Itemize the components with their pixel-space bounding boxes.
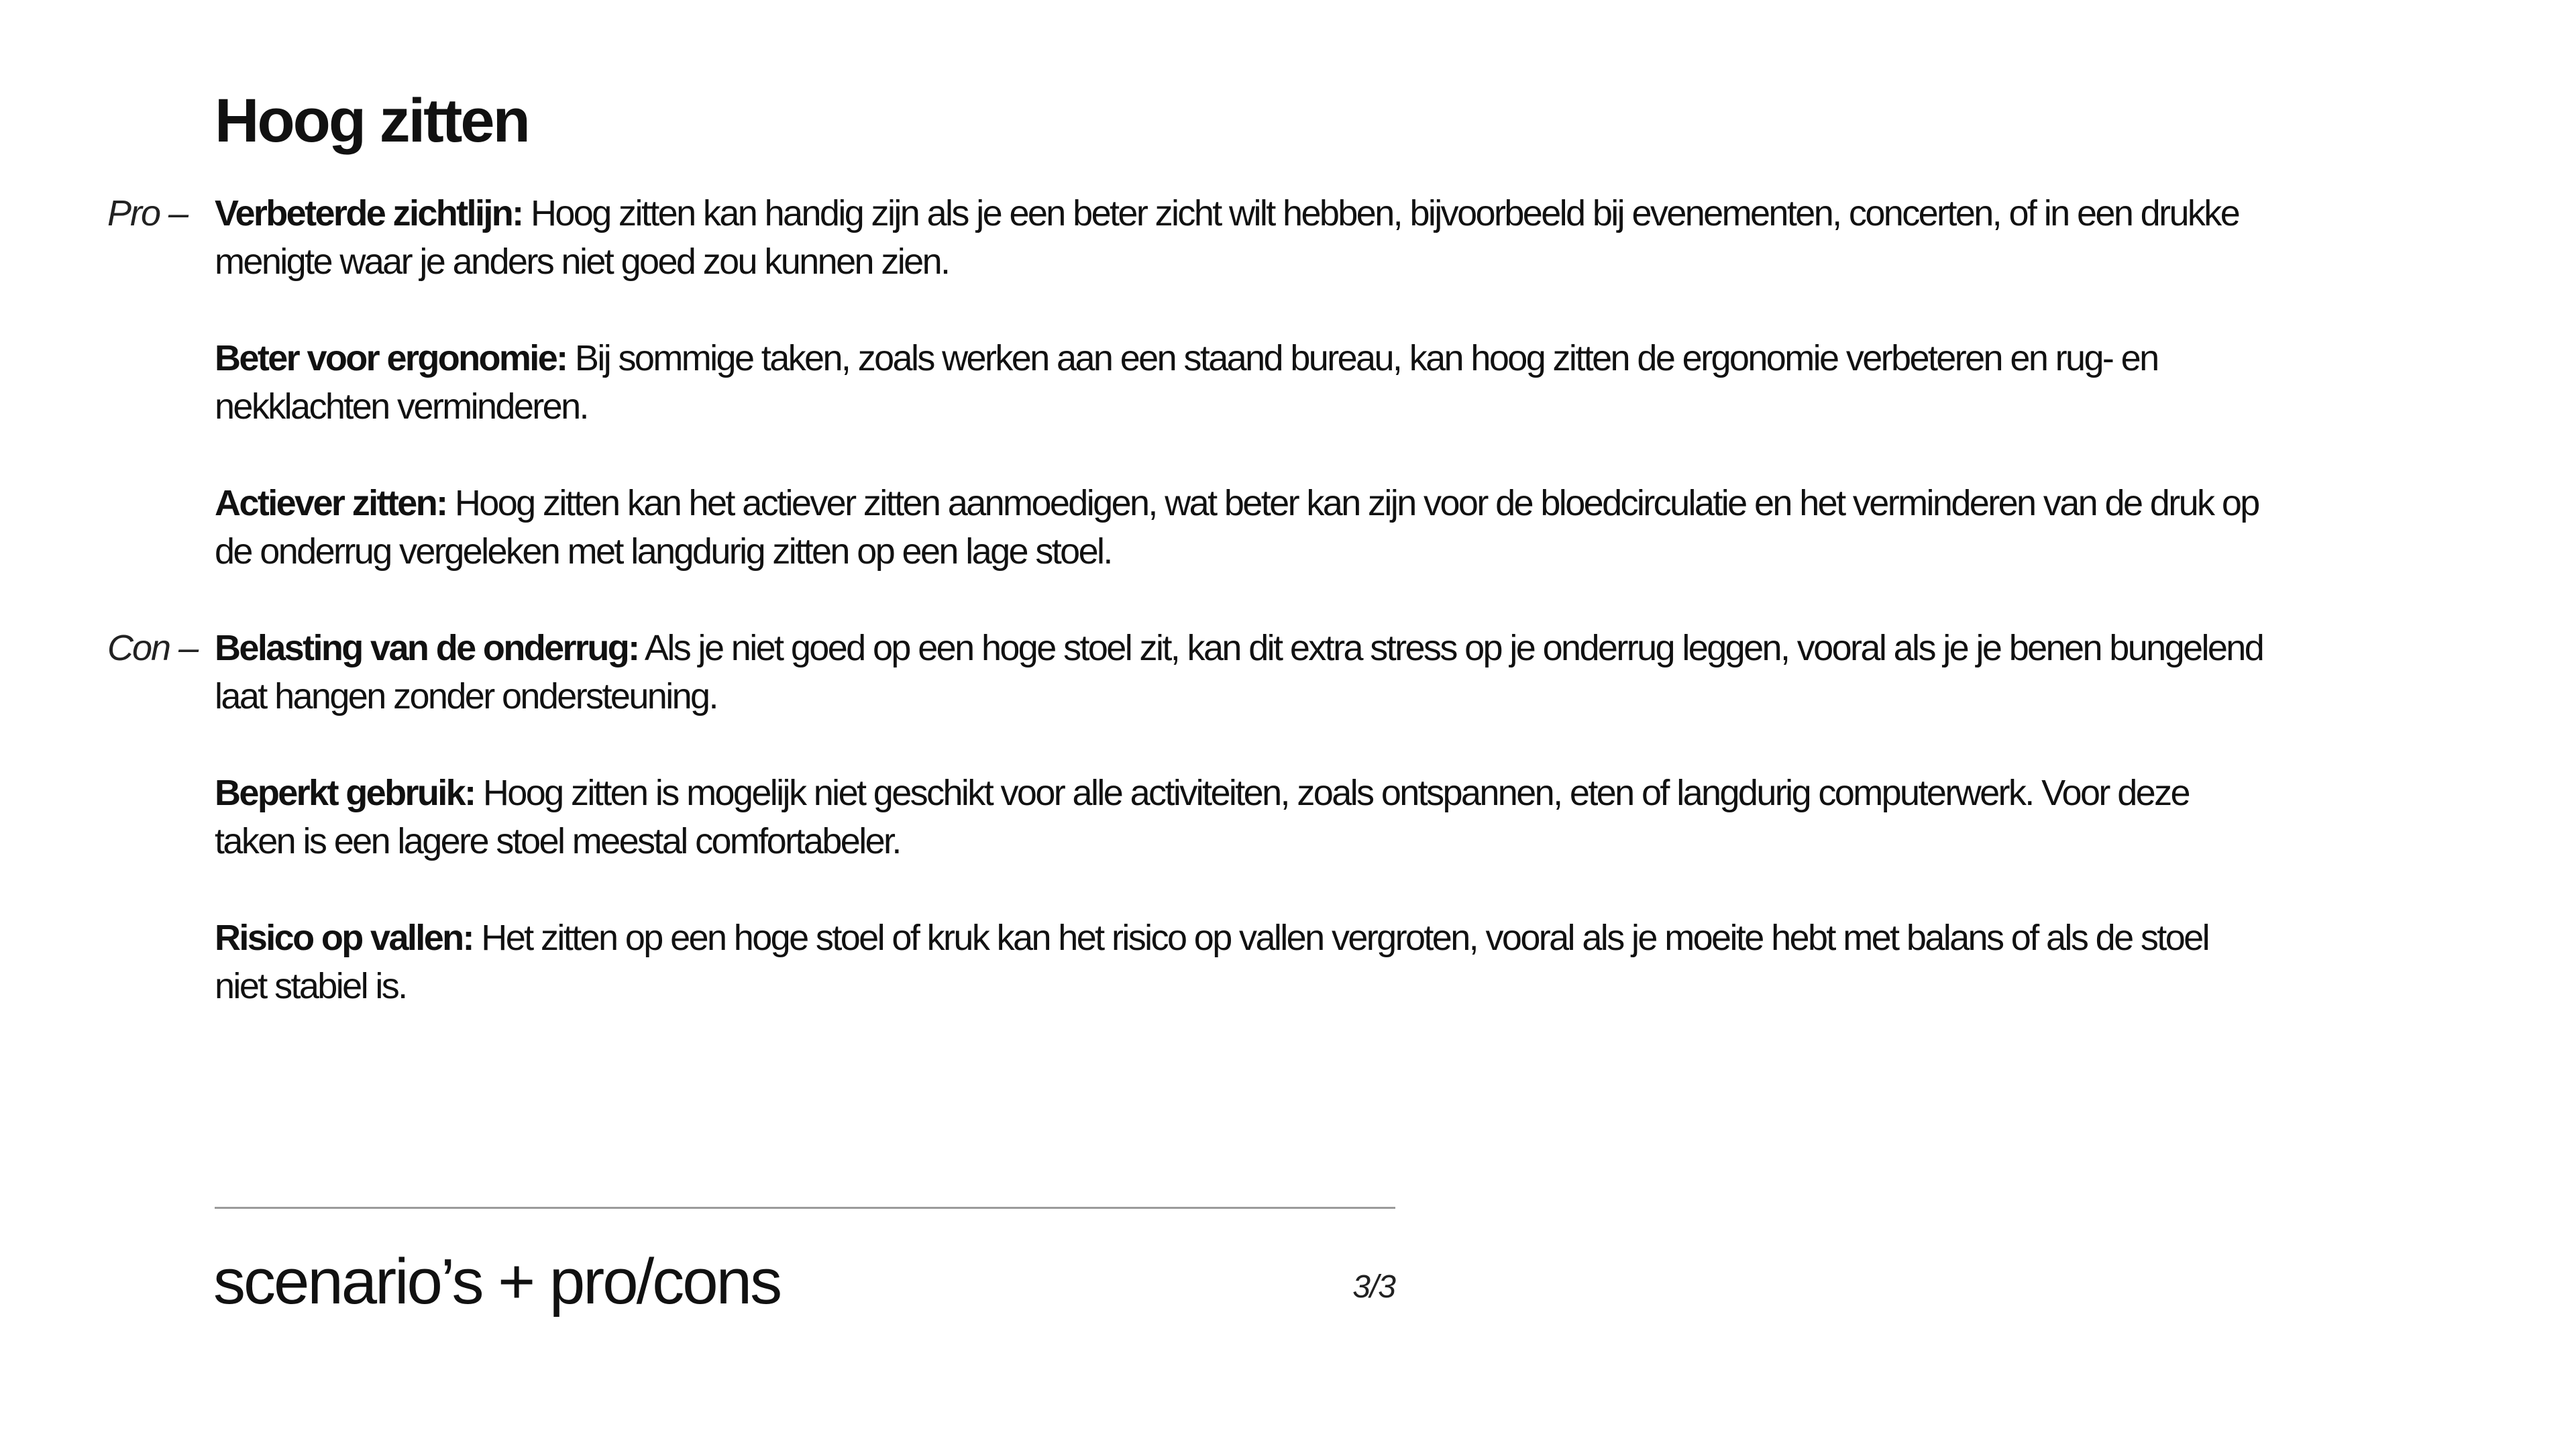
- pro-item-text: Bij sommige taken, zoals werken aan een staand bureau, kan hoog zitten de ergonomie verbeteren en rug- en nekklachten verminderen.: [215, 338, 2158, 427]
- con-item-text: Hoog zitten is mogelijk niet geschikt voor alle activiteiten, zoals ontspannen, eten of langdurig computerwerk. Voor deze taken is een lagere stoel meestal comfortabeler.: [215, 773, 2189, 861]
- con-item: [215, 914, 2267, 1010]
- pro-item-term: Verbeterde zichtlijn:: [215, 193, 523, 233]
- pros-list: [215, 189, 2267, 624]
- pro-item-text: Hoog zitten kan het actiever zitten aanmoedigen, wat beter kan zijn voor de bloedcirculatie en het verminderen van de druk op de onderrug vergeleken met langdurig zitten op een lage stoel.: [215, 483, 2259, 572]
- con-item-term: Beperkt gebruik:: [215, 773, 475, 813]
- con-item: [215, 769, 2267, 865]
- pro-item: [215, 334, 2267, 431]
- con-label: Con –: [107, 628, 198, 668]
- pro-item-term: Actiever zitten:: [215, 483, 447, 523]
- page-title: Hoog zitten: [215, 87, 529, 155]
- cons-list: [215, 624, 2267, 1059]
- footer-title: scenario’s + pro/cons: [213, 1246, 781, 1318]
- con-item-text: Als je niet goed op een hoge stoel zit, kan dit extra stress op je onderrug leggen, vooral als je je benen bungelend laat hangen zonder ondersteuning.: [215, 628, 2263, 716]
- pro-label: Pro –: [107, 193, 188, 233]
- con-item-text: Het zitten op een hoge stoel of kruk kan het risico op vallen vergroten, vooral als je moeite hebt met balans of als de stoel niet stabiel is.: [215, 918, 2208, 1006]
- page-number: 3/3: [1352, 1269, 1395, 1305]
- footer-divider: [215, 1207, 1395, 1209]
- pro-item: [215, 189, 2267, 286]
- con-item-term: Risico op vallen:: [215, 918, 473, 958]
- pro-item: [215, 479, 2267, 576]
- pro-item-term: Beter voor ergonomie:: [215, 338, 567, 378]
- pro-item-text: Hoog zitten kan handig zijn als je een beter zicht wilt hebben, bijvoorbeeld bij evenementen, concerten, of in een drukke menigte waar je anders niet goed zou kunnen zien.: [215, 193, 2239, 282]
- con-item: [215, 624, 2267, 720]
- con-item-term: Belasting van de onderrug:: [215, 628, 639, 668]
